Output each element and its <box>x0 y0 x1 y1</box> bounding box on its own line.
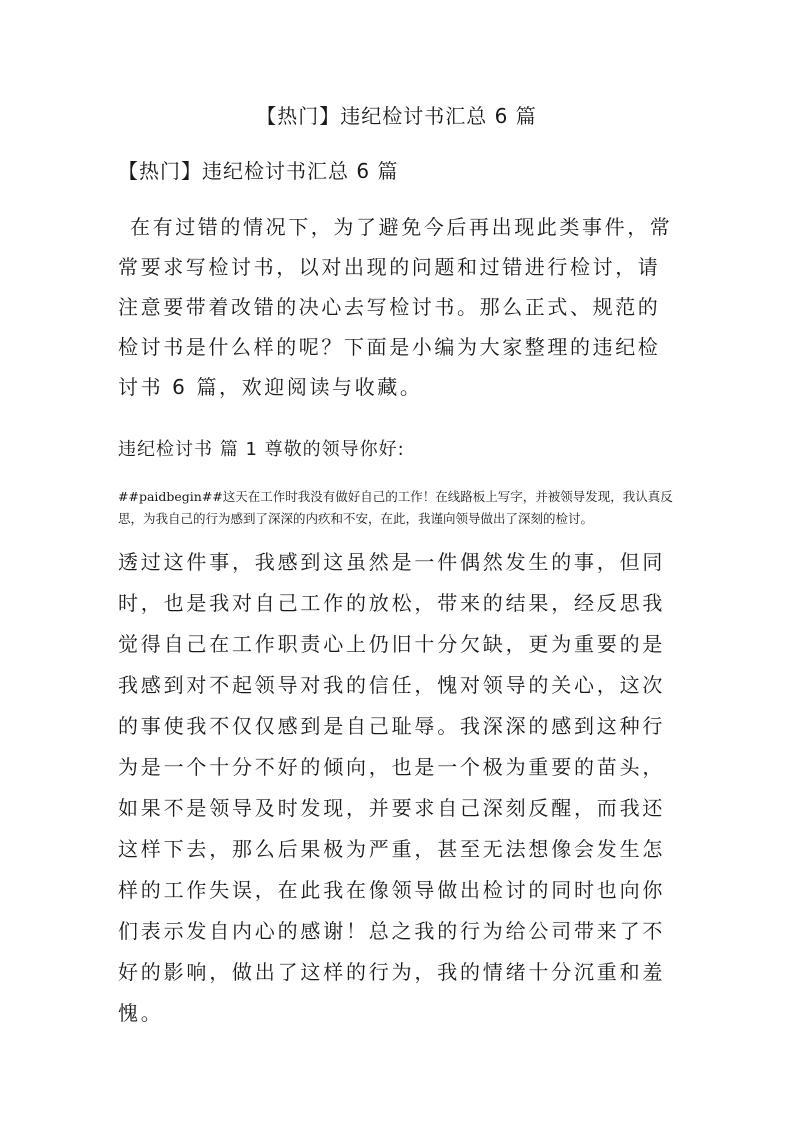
document-title: 【热门】违纪检讨书汇总 6 篇 <box>256 104 537 128</box>
intro-paragraph: 在有过错的情况下，为了避免今后再出现此类事件，常常要求写检讨书，以对出现的问题和过错进行检讨，请注意要带着改错的决心去写检讨书。那么正式、规范的检讨书是什么样的呢？下面是小编为大家整理的违纪检讨书 6 篇，欢迎阅读与收藏。 <box>118 215 673 399</box>
section-heading: 违纪检讨书 篇 1 尊敬的领导你好: <box>118 439 405 460</box>
document-subtitle: 【热门】违纪检讨书汇总 6 篇 <box>118 159 399 183</box>
small-print-paragraph: ##paidbegin##这天在工作时我没有做好自己的工作！在线路板上写字，并被领导发现，我认真反思，为我自己的行为感到了深深的内疚和不安，在此，我谨向领导做出了深刻的检讨。 <box>118 489 673 526</box>
body-paragraph: 透过这件事，我感到这虽然是一件偶然发生的事，但同时，也是我对自己工作的放松，带来的结果，经反思我觉得自己在工作职责心上仍旧十分欠缺，更为重要的是我感到对不起领导对我的信任，愧对领导的关心，这次的事使我不仅仅感到是自己耻辱。我深深的感到这种行为是一个十分不好的倾向，也是一个极为重要的苗头，如果不是领导及时发现，并要求自己深刻反醒，而我还这样下去，那么后果极为严重，甚至无法想像会发生怎样的工作失误，在此我在像领导做出检讨的同时也向你们表示发自内心的感谢！总之我的行为给公司带来了不好的影响，做出了这样的行为，我的情绪十分沉重和羞愧。 <box>118 550 666 1025</box>
